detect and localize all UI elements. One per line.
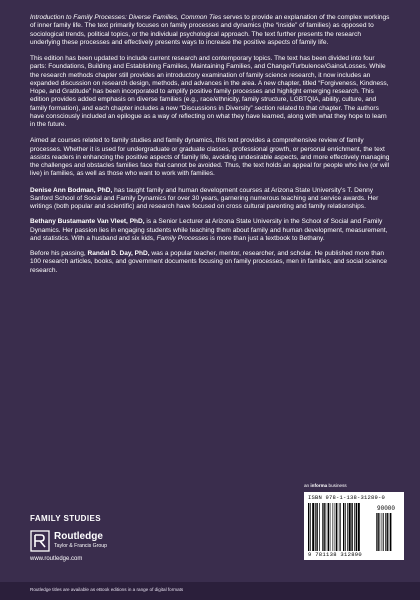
- barcode-bar: [351, 503, 352, 551]
- barcode-bar: [339, 503, 340, 551]
- barcode-bar: [358, 503, 360, 551]
- author-bio: is more than just a textbook to Bethany.: [208, 234, 325, 242]
- barcode-bar: [326, 503, 327, 551]
- barcode-bar: [308, 503, 309, 551]
- barcode-bar: [319, 503, 320, 551]
- isbn-text: ISBN 978-1-138-31289-0: [308, 494, 386, 501]
- author-bio: has taught family and human development courses at Arizona State University’s T. Denny Sanford School of Social and Family Dynamics for over 30 years, garnering numerous teaching and service awards. Her writings (both popular and scientific) and research have focused on cross cultural parenting and family relationships.: [30, 186, 379, 210]
- author-bio-vanvleet: [30, 218, 390, 243]
- barcode-bar: [354, 503, 355, 551]
- back-cover-text: [30, 14, 390, 283]
- author-name: Randal D. Day, PhD,: [87, 250, 150, 257]
- subject-category: FAMILY STUDIES: [30, 514, 101, 523]
- barcode-bar: [315, 503, 316, 551]
- price-code: 90000: [377, 505, 396, 512]
- barcode-bar: [385, 513, 386, 551]
- barcode-bar: [333, 503, 334, 551]
- barcode-bar: [312, 503, 314, 551]
- author-bio-bodman: [30, 187, 390, 212]
- footer-note: Routledge titles are available as eBook editions in a range of digital formats: [30, 587, 184, 592]
- barcode-bar: [323, 503, 324, 551]
- barcode-bar: [390, 513, 391, 551]
- barcode-bar: [383, 513, 384, 551]
- barcode-bar: [345, 503, 346, 551]
- intro-text: serves to provide an explanation of the complex workings of inner family life. The text primarily focuses on family processes and dynamics (the “inside” of families) as opposed to sociological trends, political topics, or the individual psychological approach. The text further presents the research underlying these processes and effectively presents ways to increase the positive aspects of family life.: [30, 14, 390, 46]
- barcode-label: [304, 492, 404, 560]
- edition-paragraph: This edition has been updated to include current research and contemporary topics. The text has been divided into four parts: Foundations, Building and Establishing Families, Maintaining Families, and Change/Turbulence/Gains/Losses. While the research methods chapter still provides an introductory examination of family science research, it now includes an expanded discussion on research design, methods, and advances in the area. A new chapter, titled “Forgiveness, Kindness, Hope, and Gratitude” has been incorporated to amplify positive family processes and highlight emerging research. This edition provides added emphasis on diverse families (e.g., race/ethnicity, family structure, LGBTQIA, ability, culture, and family formation), and each chapter includes a new “Discussions in Diversity” section related to that chapter. The authors have consciously included an epilogue as a way of reflecting on what they have learned, along with what they hope to learn in the future.: [30, 55, 389, 128]
- barcode-bar: [340, 503, 341, 551]
- barcode-bar: [328, 503, 329, 551]
- barcode-bar: [330, 503, 331, 551]
- barcode-bar: [335, 503, 336, 551]
- publisher-group: Taylor & Francis Group: [54, 543, 108, 549]
- barcode-bar: [347, 503, 348, 551]
- audience-paragraph: Aimed at courses related to family studies and family dynamics, this text provides a comprehensive review of family processes. Whether it is used for undergraduate or graduate classes, professional growth, or personal enrichment, the text assists readers in enhancing the positive aspects of family life, avoiding undesirable aspects, and more effectively managing the challenges and obstacles families face that cannot be avoided. Thus, the text holds an appeal for people who live (or will live) in families, as well as those who want to work with families.: [30, 137, 390, 178]
- barcode-bar: [377, 513, 378, 551]
- barcode-bar: [356, 503, 357, 551]
- publisher-logo: [30, 530, 140, 554]
- barcode-bar: [387, 513, 388, 551]
- barcode-bar: [376, 513, 377, 551]
- author-name: Bethany Bustamante Van Vleet, PhD,: [30, 218, 145, 226]
- barcode-bar: [310, 503, 311, 551]
- ean-text: 9 781138 312890: [308, 551, 363, 558]
- routledge-logo-icon: [30, 530, 50, 552]
- book-title: Introduction to Family Processes: Diverse Families, Common Ties: [30, 14, 222, 21]
- barcode-bar: [316, 503, 317, 551]
- author-bio-italic: Family Processes: [156, 234, 209, 242]
- author-name: Denise Ann Bodman, PhD,: [30, 186, 113, 194]
- barcode-bar: [349, 503, 351, 551]
- barcode-bar: [380, 513, 381, 551]
- author-bio: is a Senior Lecturer at Arizona State University in the School of Social and Family Dynamics. Her passion lies in engaging students while teaching them about family and human development, measurement, and statistics. With a husband and six kids,: [30, 218, 388, 242]
- intro-paragraph: [30, 14, 390, 47]
- publisher-name: Routledge: [54, 531, 103, 542]
- barcode-bar: [343, 503, 344, 551]
- barcode-bar: [382, 513, 383, 551]
- barcode-icon: [308, 503, 400, 551]
- memorial-after: was a popular teacher, mentor, researcher, and scholar. He published more than 100 research articles, books, and government documents focusing on family processes, men in families, and social science research.: [30, 250, 387, 274]
- memorial-paragraph: [30, 250, 390, 275]
- informa-imprint: an informa business: [304, 483, 347, 488]
- publisher-website: www.routledge.com: [30, 556, 83, 562]
- barcode-bar: [336, 503, 337, 551]
- barcode-bar: [389, 513, 390, 551]
- barcode-bar: [322, 503, 323, 551]
- memorial-before: Before his passing,: [30, 250, 88, 257]
